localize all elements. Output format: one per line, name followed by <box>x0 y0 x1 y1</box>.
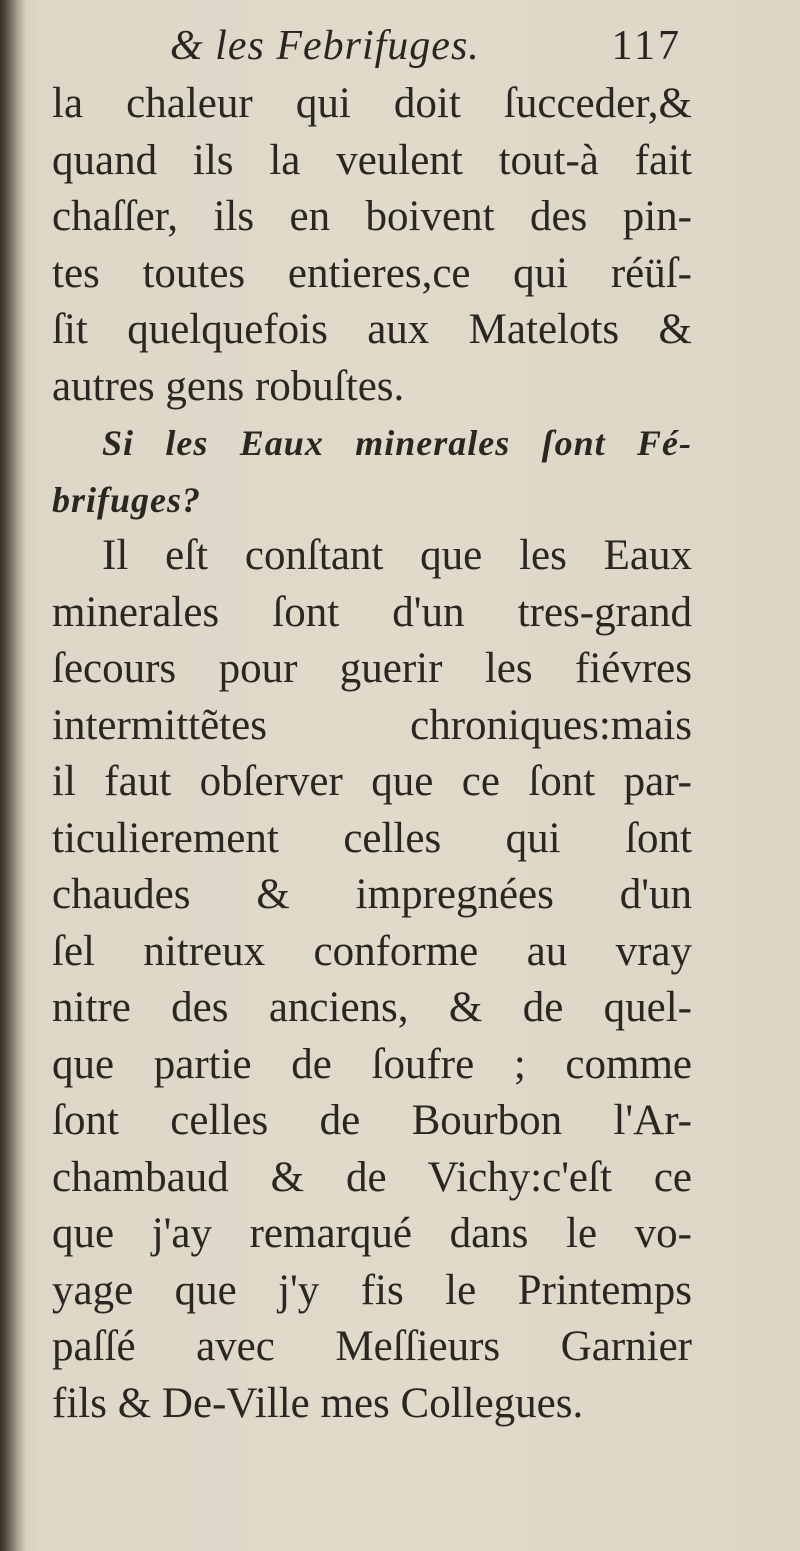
text-line: ſit quelquefois aux Matelots & <box>52 306 692 353</box>
running-head: & les Febrifuges. <box>170 23 480 69</box>
text-line: ſont celles de Bourbon l'Ar- <box>52 1097 692 1144</box>
text-line: Il eſt conſtant que les Eaux <box>102 532 692 579</box>
text-line: minerales ſont d'un tres-grand <box>52 588 692 636</box>
text-line: que j'ay remarqué dans le vo- <box>52 1210 692 1257</box>
text-line: intermittẽtes chroniques:mais <box>52 701 692 749</box>
paragraph-2 <box>52 528 692 1432</box>
text-line: chaudes & impregnées d'un <box>52 871 692 918</box>
heading-line: brifuges? <box>52 479 202 520</box>
section-heading <box>52 415 692 528</box>
page-header <box>170 18 690 78</box>
text-line: la chaleur qui doit ſucceder,& <box>52 80 692 127</box>
text-line: paſſé avec Meſſieurs Garnier <box>52 1323 692 1370</box>
heading-line: Si les Eaux minerales ſont Fé- <box>102 423 692 463</box>
page-number: 117 <box>611 23 682 69</box>
text-line: chaſſer, ils en boivent des pin- <box>52 193 692 240</box>
text-line: autres gens robuſtes. <box>52 362 405 410</box>
text-line: que partie de ſoufre ; comme <box>52 1040 692 1088</box>
text-line: ticulierement celles qui ſont <box>52 814 692 862</box>
paragraph-1 <box>52 76 692 415</box>
text-line: tes toutes entieres,ce qui réüſ- <box>52 249 692 297</box>
text-line: ſecours pour guerir les fiévres <box>52 645 692 692</box>
text-line: il faut obſerver que ce ſont par- <box>52 758 692 805</box>
text-line: nitre des anciens, & de quel- <box>52 984 692 1031</box>
text-line: quand ils la veulent tout-à fait <box>52 136 692 184</box>
text-line: chambaud & de Vichy:c'eſt ce <box>52 1153 692 1201</box>
binding-shadow <box>0 0 26 1551</box>
text-line: yage que j'y fis le Printemps <box>52 1266 692 1314</box>
text-line: ſel nitreux conforme au vray <box>52 927 692 975</box>
page-body <box>52 76 692 1432</box>
text-line: fils & De-Ville mes Collegues. <box>52 1379 584 1427</box>
